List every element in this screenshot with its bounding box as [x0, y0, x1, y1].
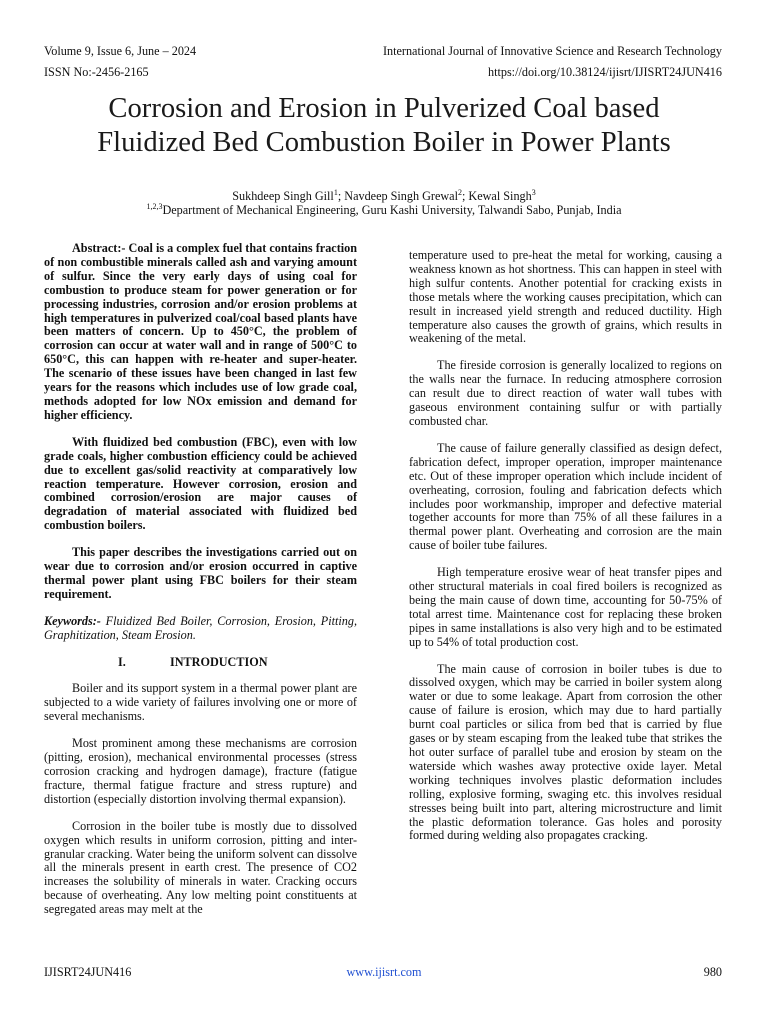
- abstract-scope-paragraph: This paper describes the investigations carried out on wear due to corrosion and/or erosion occurred in captive thermal power plant using FBC boilers for their steam requirement.: [44, 545, 357, 601]
- title-line-1: Corrosion and Erosion in Pulverized Coal based: [108, 93, 660, 124]
- volume-info: Volume 9, Issue 6, June – 2024: [44, 44, 197, 58]
- author-separator: ;: [461, 189, 469, 203]
- footer-paper-id: IJISRT24JUN416: [44, 965, 132, 979]
- keywords: [44, 615, 357, 643]
- title-line-2: Fluidized Bed Combustion Boiler in Power Plants: [97, 127, 671, 158]
- intro-paragraph-1: Boiler and its support system in a thermal power plant are subjected to a wide variety of failures involving one or more of several mechanisms.: [44, 681, 357, 724]
- author-1-affil: 1: [333, 188, 338, 197]
- issn: ISSN No:-2456-2165: [44, 65, 149, 79]
- keywords-list: Fluidized Bed Boiler, Corrosion, Erosion, Pitting, Graphitization, Steam Erosion.: [44, 613, 357, 642]
- affiliation: [0, 203, 768, 217]
- paper-title: [0, 92, 768, 160]
- keywords-label: Keywords:-: [44, 613, 101, 628]
- right-paragraph-3: The cause of failure generally classified as design defect, fabrication defect, improper operation, improper maintenance etc. Out of these improper operation which include incident of overheating, corrosion, fouling and fabrication defects which includes poor workmanship, improper and defective material together accounts for more than 75% of all these failures in a thermal power plant. Overheating and corrosion are the main cause of boiler tube failures.: [409, 440, 722, 553]
- author-1: Sukhdeep Singh Gill: [232, 189, 334, 203]
- intro-paragraph-3: Corrosion in the boiler tube is mostly due to dissolved oxygen which results in uniform corrosion, pitting and inter-granular cracking. Water being the uniform solvent can dissolve all the minerals present in earth crest. The presence of CO2 increases the solubility of minerals in water. Cracking occurs because of overheating. Any low melting point constituents at segregated areas may melt at the: [44, 818, 357, 917]
- section-number: I.: [118, 654, 126, 669]
- author-3: Kewal Singh: [468, 189, 532, 203]
- right-paragraph-4: High temperature erosive wear of heat transfer pipes and other structural materials in coal fired boilers is recognized as being the main cause of down time, accounting for 50-75% of total arrest time. Maintenance cost for replacing these broken pipes in same installations is also very high and to be estimated up to 54% of total production cost.: [409, 565, 722, 649]
- left-column: [44, 242, 357, 917]
- author-2-affil: 2: [457, 188, 462, 197]
- author-3-affil: 3: [531, 188, 536, 197]
- journal-name: International Journal of Innovative Science and Research Technology: [382, 44, 722, 58]
- page-number: 980: [703, 965, 722, 979]
- affiliation-text: Department of Mechanical Engineering, Guru Kashi University, Talwandi Sabo, Punjab, India: [162, 203, 622, 217]
- right-paragraph-2: The fireside corrosion is generally localized to regions on the walls near the furnace. In reducing atmosphere corrosion can result due to direct reaction of water wall tubes with gaseous environment containing sulfur or with partially combusted char.: [409, 358, 722, 428]
- intro-paragraph-2: Most prominent among these mechanisms are corrosion (pitting, erosion), mechanical environmental processes (stress corrosion cracking and hydrogen damage), fracture (fatigue fracture, thermal fatigue fracture and stress rupture) and distortion (especially distortion involving thermal expansion).: [44, 736, 357, 806]
- right-paragraph-1: temperature used to pre-heat the metal for working, causing a weakness known as hot shortness. This can happen in steel with high sulfur contents. Another potential for cracking exists in those metals where the working causes precipitation, which can result in increased yield strength and reduced ductility. High temperature also causes the growth of grains, which results in weakening of the metal.: [409, 248, 722, 346]
- right-paragraph-5: The main cause of corrosion in boiler tubes is due to dissolved oxygen, which may be carried in boiler system along water or due to some leakage. Apart from corrosion the other cause of failure is erosion, which may due to hard partially burnt coal particles or silica from bed that is carried by flue gases or by steam escaping from the leaked tube that strikes the hot outer surface of parallel tube and erosion by steam on the waterside which washes away protective oxide layer. Metal working techniques involves plastic deformation includes rolling, explosive forming, swaging etc. this involves residual stresses being built into part, altering microstructure and limit the plastic deformation tolerance. Gas holes and porosity formed during welding also propagates cracking.: [409, 661, 722, 843]
- author-separator: ;: [337, 189, 345, 203]
- right-column: [409, 249, 722, 843]
- footer-website-link[interactable]: www.ijisrt.com: [346, 965, 422, 979]
- section-heading: [44, 656, 357, 670]
- abstract-fbc-paragraph: With fluidized bed combustion (FBC), even with low grade coals, higher combustion efficiency could be achieved due to excellent gas/solid reactivity at comparatively low reaction temperature. However corrosion, erosion and combined corrosion/erosion are major causes of degradation of material associated with fluidized bed combustion boilers.: [44, 434, 357, 533]
- section-title: INTRODUCTION: [170, 654, 268, 669]
- abstract: Abstract:- Coal is a complex fuel that contains fraction of non combustible minerals called ash and varying amount of sulfur. Since the very early days of using coal for combustion to produce steam for power generation or for processing industries, corrosion and/or erosion problems at high temperatures in pulverized coal/coal based plants have been matters of concern. Up to 450°C, the problem of corrosion can occur at water wall and in range of 500°C to 650°C, this can happen with re-heater and super-heater. The scenario of these issues have been changed in last few years for the reasons which includes use of low grade coal, methods adopted for low NOx emission and demand for higher efficiency.: [44, 241, 358, 422]
- doi-link[interactable]: https://doi.org/10.38124/ijisrt/IJISRT24JUN416: [487, 65, 722, 79]
- affiliation-marks: 1,2,3: [146, 202, 163, 211]
- author-2: Navdeep Singh Grewal: [344, 189, 458, 203]
- author-list: [0, 189, 768, 203]
